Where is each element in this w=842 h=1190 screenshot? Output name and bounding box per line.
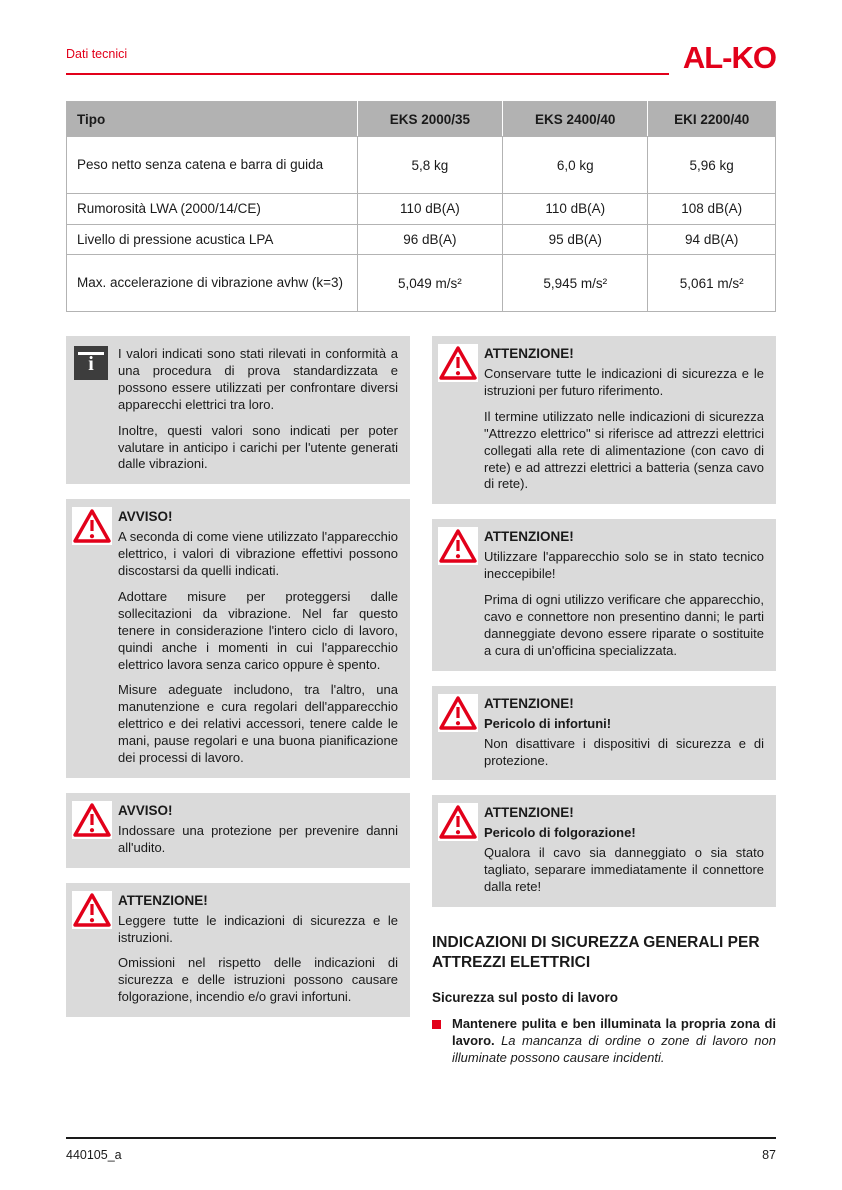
table-row (67, 137, 776, 194)
section-heading: INDICAZIONI DI SICUREZZA GENERALI PER ATTREZZI ELETTRICI (432, 934, 760, 972)
table-header-row (67, 102, 776, 137)
table-cell-label: Peso netto senza catena e barra di guida (67, 137, 358, 194)
warning-triangle-icon (72, 507, 112, 545)
header-section-title: Dati tecnici (66, 47, 128, 61)
table-cell-value: 110 dB(A) (357, 194, 502, 225)
note-subtitle: Pericolo di folgorazione! (484, 825, 636, 841)
note-paragraph: Il termine utilizzato nelle indicazioni di sicurezza "Attrezzo elettrico" si riferisce ad attrezzi elettrici collegati alla rete di alimentazione (con cavo di rete) e ad attrezzi elettrici a batteria (senza cavo di rete). (484, 408, 764, 492)
note-paragraph: I valori indicati sono stati rilevati in conformità a una procedura di prova standardizzata e possono essere utilizzati per confrontare diversi apparecchi elettrici tra loro. (118, 346, 398, 412)
footer-page-number: 87 (762, 1148, 776, 1162)
note-paragraph: Omissioni nel rispetto delle indicazioni di sicurezza e delle istruzioni possono causare folgorazione, incendio e/o gravi infortuni. (118, 955, 398, 1005)
table-header-cell: EKS 2400/40 (503, 102, 648, 137)
note-title: ATTENZIONE! (484, 346, 574, 362)
note-title: ATTENZIONE! (484, 529, 574, 545)
notes-columns (66, 336, 776, 1067)
note-title: ATTENZIONE! (484, 695, 574, 711)
note-subtitle: Pericolo di infortuni! (484, 715, 612, 731)
note-title: AVVISO! (118, 509, 173, 525)
note-paragraph: Indossare una protezione per prevenire danni all'udito. (118, 822, 398, 855)
note-paragraph: Conservare tutte le indicazioni di sicurezza e le istruzioni per futuro riferimento. (484, 366, 764, 398)
note-paragraph: Prima di ogni utilizzo verificare che apparecchio, cavo e connettore non presentino danni; le parti danneggiate devono essere riparate o sostituite a cura di un'officina specializzata. (484, 592, 764, 658)
page-header (66, 42, 776, 75)
table-cell-value: 5,945 m/s² (503, 255, 648, 312)
table-cell-value: 5,96 kg (648, 137, 776, 194)
right-column (432, 336, 776, 1067)
note-paragraph: Leggere tutte le indicazioni di sicurezza e le istruzioni. (118, 912, 398, 945)
bullet-italic-text: La mancanza di ordine o zone di lavoro non illuminate possono causare incidenti. (452, 1033, 776, 1066)
table-row (67, 194, 776, 225)
warning-triangle-icon (72, 891, 112, 929)
left-column (66, 336, 410, 1067)
note-paragraph: Misure adeguate includono, tra l'altro, una manutenzione e cura regolari dell'apparecchio elettrico e dei relativi accessori, tenere calde le mani, pause regolari e una buona pianificazione dei processi di lavoro. (118, 682, 398, 766)
note-paragraph: A seconda di come viene utilizzato l'apparecchio elettrico, i valori di vibrazione effettivi possono discostarsi da quelli indicati. (118, 529, 398, 579)
table-cell-label: Rumorosità LWA (2000/14/CE) (67, 194, 358, 225)
spec-table (66, 101, 776, 312)
note-title: AVVISO! (118, 802, 173, 818)
table-cell-value: 5,061 m/s² (648, 255, 776, 312)
subsection-heading: Sicurezza sul posto di lavoro (432, 990, 619, 1006)
brand-logo: AL-KO (682, 40, 776, 75)
note-box-warning (432, 519, 776, 670)
table-row (67, 255, 776, 312)
note-paragraph: Non disattivare i dispositivi di sicurezza e di protezione. (484, 735, 764, 768)
note-box-warning (432, 686, 776, 781)
footer-doc-code: 440105_a (66, 1148, 122, 1162)
bullet-bold-text: Mantenere pulita e ben illuminata la propria zona di lavoro. (452, 1016, 776, 1049)
note-paragraph: Qualora il cavo sia danneggiato o sia stato tagliato, separare immediatamente il connettore dalla rete! (484, 845, 764, 895)
table-header-cell: EKI 2200/40 (648, 102, 776, 137)
table-cell-value: 110 dB(A) (503, 194, 648, 225)
note-title: ATTENZIONE! (118, 892, 208, 908)
note-paragraph: Adottare misure per proteggersi dalle sollecitazioni da vibrazione. Nel far questo tenere in considerazione l'intero ciclo di lavoro, quindi anche i momenti in cui l'apparecchio elettrico lavora senza carico oppure è spento. (118, 589, 398, 672)
warning-triangle-icon (438, 694, 478, 732)
bullet-text (452, 1016, 776, 1067)
warning-triangle-icon (72, 801, 112, 839)
bullet-item (432, 1016, 776, 1067)
note-paragraph: Inoltre, questi valori sono indicati per poter valutare in anticipo i carichi per l'utente generati dalle vibrazioni. (118, 422, 398, 472)
table-cell-value: 5,049 m/s² (357, 255, 502, 312)
table-cell-label: Livello di pressione acustica LPA (67, 224, 358, 255)
note-box-warning (432, 336, 776, 504)
page-footer (66, 1137, 776, 1162)
warning-triangle-icon (438, 803, 478, 841)
table-cell-value: 96 dB(A) (357, 224, 502, 255)
table-row (67, 224, 776, 255)
table-cell-value: 95 dB(A) (503, 224, 648, 255)
table-cell-value: 6,0 kg (503, 137, 648, 194)
table-cell-value: 108 dB(A) (648, 194, 776, 225)
note-box-warning (432, 795, 776, 907)
warning-triangle-icon (438, 344, 478, 382)
note-box-warning (66, 499, 410, 778)
table-header-cell: Tipo (67, 102, 358, 137)
bullet-square-marker (432, 1020, 441, 1029)
note-box-info (66, 336, 410, 484)
info-icon: i (72, 344, 110, 382)
header-rule (66, 45, 669, 75)
note-box-warning (66, 883, 410, 1017)
table-header-cell: EKS 2000/35 (357, 102, 502, 137)
note-paragraph: Utilizzare l'apparecchio solo se in stato tecnico ineccepibile! (484, 549, 764, 582)
table-cell-label: Max. accelerazione di vibrazione avhw (k=3) (67, 255, 358, 312)
table-cell-value: 94 dB(A) (648, 224, 776, 255)
note-box-warning (66, 793, 410, 868)
warning-triangle-icon (438, 527, 478, 565)
note-title: ATTENZIONE! (484, 805, 574, 821)
table-cell-value: 5,8 kg (357, 137, 502, 194)
